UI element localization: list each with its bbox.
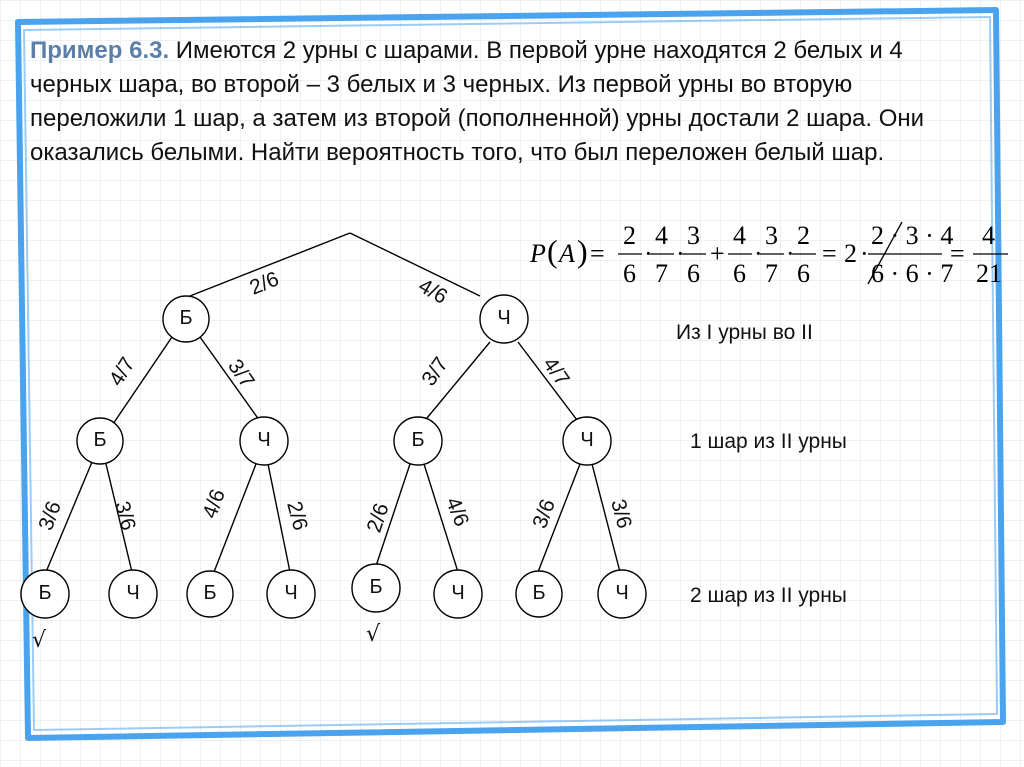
edge-prob: 3/6 — [34, 498, 66, 534]
problem-text: Имеются 2 урны с шарами. В первой урне находятся 2 белых и 4 черных шара, во второй – 3 белых и 3 черных. Из первой урны во вторую переложили 1 шар, а затем из второй (пополненной) урны достали 2 шара. Они оказались белыми. Найти вероятность того, что был переложен белый шар. — [30, 37, 925, 166]
f3-den: 6 — [687, 259, 700, 288]
f2-num: 4 — [655, 221, 668, 250]
dot: · — [754, 239, 763, 268]
formula-a: A — [559, 239, 575, 268]
formula-coef: 2 — [844, 239, 857, 268]
paren-left: ( — [547, 233, 558, 269]
problem-statement — [30, 34, 980, 170]
node-white: Б — [532, 582, 546, 604]
node-white: Б — [203, 582, 217, 604]
f4-den: 6 — [733, 259, 746, 288]
example-number: Пример 6.3. — [30, 37, 170, 64]
edge-prob: 3/6 — [110, 498, 140, 533]
edge-prob: 4/6 — [198, 486, 230, 522]
edge-prob: 3/7 — [223, 355, 259, 393]
result-den: 21 — [976, 259, 1002, 288]
formula-eq2: = — [822, 239, 837, 268]
edge-prob: 3/6 — [528, 496, 560, 532]
formula-eq3: = — [950, 239, 965, 268]
level-label-2: 1 шар из II урны — [690, 430, 847, 453]
formula-eq: = — [590, 239, 605, 268]
node-white: Б — [411, 429, 425, 451]
node-white: Б — [93, 429, 107, 451]
level-label-3: 2 шар из II урны — [690, 584, 847, 607]
formula — [530, 220, 1020, 290]
edge-prob: 4/7 — [104, 353, 140, 391]
edge-prob: 3/7 — [417, 353, 453, 391]
f1-num: 2 — [623, 221, 636, 250]
check-mark: √ — [366, 622, 381, 647]
node-white: Б — [38, 582, 52, 604]
dot: · — [644, 239, 653, 268]
node-black: Ч — [126, 582, 140, 604]
f7-num: 2 · 3 · 4 — [871, 221, 954, 250]
f4-num: 4 — [733, 221, 746, 250]
formula-p: P — [530, 239, 546, 268]
check-mark: √ — [32, 628, 47, 653]
f7-den: 6 · 6 · 7 — [871, 259, 954, 288]
node-black: Ч — [284, 582, 298, 604]
node-white: Б — [369, 576, 383, 598]
f2-den: 7 — [655, 259, 668, 288]
f5-num: 3 — [765, 221, 778, 250]
edge-prob: 3/6 — [606, 496, 636, 531]
paren-right: ) — [577, 233, 588, 269]
node-black: Ч — [615, 582, 629, 604]
formula-plus: + — [710, 239, 725, 268]
edge-prob: 2/6 — [362, 500, 394, 536]
edge-prob: 4/6 — [414, 274, 452, 309]
result-num: 4 — [982, 221, 995, 250]
f1-den: 6 — [623, 259, 636, 288]
edge-prob: 2/6 — [282, 498, 312, 533]
dot: · — [676, 239, 685, 268]
f3-num: 3 — [687, 221, 700, 250]
f6-den: 6 — [797, 259, 810, 288]
level-label-1: Из I урны во II — [676, 321, 813, 344]
dot: · — [786, 239, 795, 268]
node-black: Ч — [257, 429, 271, 451]
node-black: Ч — [451, 582, 465, 604]
f5-den: 7 — [765, 259, 778, 288]
node-white: Б — [179, 307, 193, 329]
node-black: Ч — [497, 307, 511, 329]
edge-prob: 4/7 — [538, 353, 574, 391]
f6-num: 2 — [797, 221, 810, 250]
edge-prob: 4/6 — [440, 493, 474, 530]
edge-prob: 2/6 — [246, 267, 283, 300]
dot: · — [860, 239, 869, 268]
node-black: Ч — [580, 429, 594, 451]
